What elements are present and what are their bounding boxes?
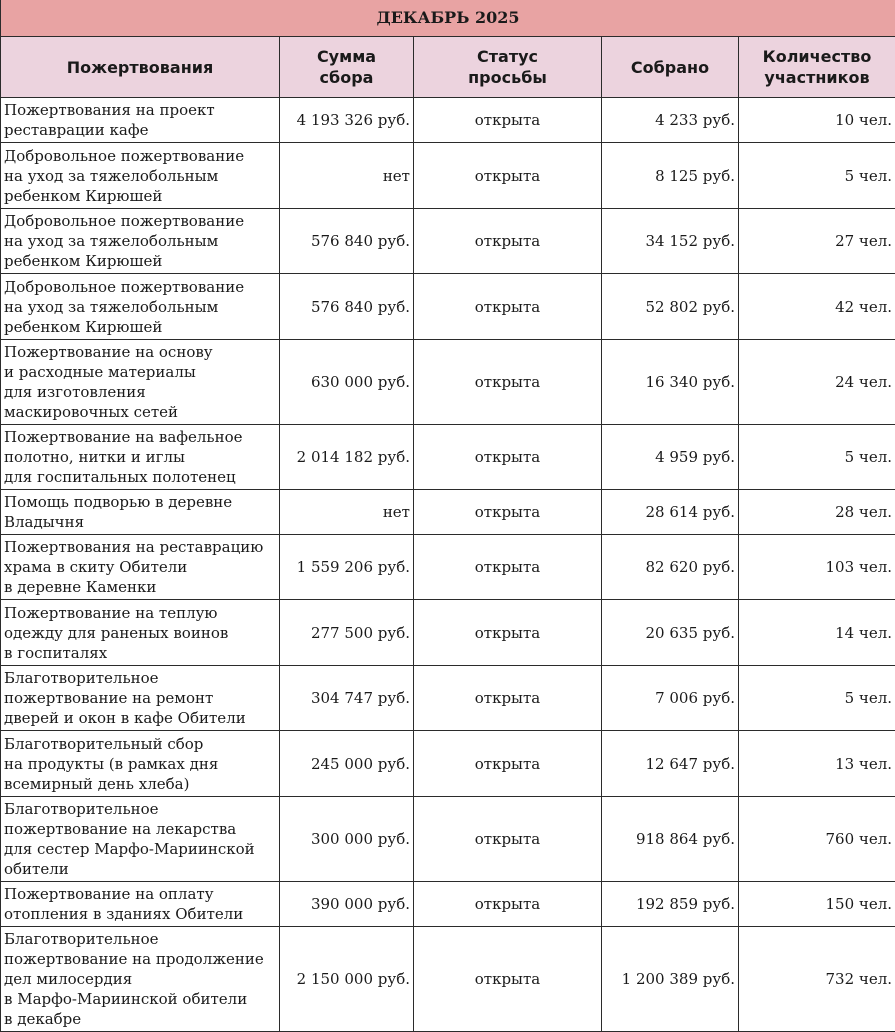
table-row: [1, 143, 895, 209]
cell-name: Пожертвования на проект реставрации кафе: [1, 98, 280, 143]
table-row: [1, 535, 895, 600]
cell-collected: 52 802 руб.: [602, 274, 739, 340]
cell-status: открыта: [414, 425, 602, 490]
cell-participants: 13 чел.: [739, 731, 895, 797]
table-row: [1, 927, 895, 1032]
cell-collected: 20 635 руб.: [602, 600, 739, 666]
cell-collected: 16 340 руб.: [602, 340, 739, 425]
cell-collected: 28 614 руб.: [602, 490, 739, 535]
cell-participants: 14 чел.: [739, 600, 895, 666]
cell-participants: 24 чел.: [739, 340, 895, 425]
cell-participants: 10 чел.: [739, 98, 895, 143]
cell-collected: 12 647 руб.: [602, 731, 739, 797]
cell-status: открыта: [414, 600, 602, 666]
table-row: [1, 340, 895, 425]
cell-name: Благотворительное пожертвование на ремонт дверей и окон в кафе Обители: [1, 666, 280, 731]
cell-amount: нет: [280, 490, 414, 535]
cell-status: открыта: [414, 340, 602, 425]
cell-name: Добровольное пожертвование на уход за тяжелобольным ребенком Кирюшей: [1, 274, 280, 340]
cell-amount: 4 193 326 руб.: [280, 98, 414, 143]
cell-status: открыта: [414, 731, 602, 797]
cell-collected: 192 859 руб.: [602, 882, 739, 927]
cell-participants: 5 чел.: [739, 143, 895, 209]
cell-collected: 918 864 руб.: [602, 797, 739, 882]
table-row: [1, 490, 895, 535]
table-title: ДЕКАБРЬ 2025: [1, 0, 895, 37]
header-participants-text: Количество участников: [763, 47, 872, 87]
cell-name: Добровольное пожертвование на уход за тяжелобольным ребенком Кирюшей: [1, 209, 280, 274]
cell-amount: 2 014 182 руб.: [280, 425, 414, 490]
cell-collected: 34 152 руб.: [602, 209, 739, 274]
header-collected: [602, 37, 739, 98]
header-name-text: Пожертвования: [67, 58, 213, 77]
cell-amount: 1 559 206 руб.: [280, 535, 414, 600]
cell-status: открыта: [414, 882, 602, 927]
header-participants: [739, 37, 895, 98]
table-row: [1, 600, 895, 666]
cell-participants: 27 чел.: [739, 209, 895, 274]
cell-collected: 4 959 руб.: [602, 425, 739, 490]
cell-name: Благотворительный сбор на продукты (в рамках дня всемирный день хлеба): [1, 731, 280, 797]
cell-collected: 82 620 руб.: [602, 535, 739, 600]
cell-name: Благотворительное пожертвование на продолжение дел милосердия в Марфо-Мариинской обители в декабре: [1, 927, 280, 1032]
cell-name: Пожертвование на основу и расходные материалы для изготовления маскировочных сетей: [1, 340, 280, 425]
cell-name: Благотворительное пожертвование на лекарства для сестер Марфо-Мариинской обители: [1, 797, 280, 882]
header-name: [1, 37, 280, 98]
cell-participants: 150 чел.: [739, 882, 895, 927]
cell-collected: 1 200 389 руб.: [602, 927, 739, 1032]
table-row: [1, 209, 895, 274]
cell-participants: 28 чел.: [739, 490, 895, 535]
cell-participants: 5 чел.: [739, 666, 895, 731]
header-amount-text: Сумма сбора: [317, 47, 376, 87]
cell-status: открыта: [414, 535, 602, 600]
header-collected-text: Собрано: [631, 58, 709, 77]
table-row: [1, 797, 895, 882]
cell-collected: 4 233 руб.: [602, 98, 739, 143]
cell-status: открыта: [414, 490, 602, 535]
table-row: [1, 882, 895, 927]
cell-name: Пожертвования на реставрацию храма в скиту Обители в деревне Каменки: [1, 535, 280, 600]
cell-participants: 103 чел.: [739, 535, 895, 600]
cell-collected: 8 125 руб.: [602, 143, 739, 209]
cell-collected: 7 006 руб.: [602, 666, 739, 731]
cell-participants: 5 чел.: [739, 425, 895, 490]
cell-amount: 277 500 руб.: [280, 600, 414, 666]
header-status: [414, 37, 602, 98]
cell-status: открыта: [414, 274, 602, 340]
cell-status: открыта: [414, 209, 602, 274]
table-row: [1, 425, 895, 490]
cell-participants: 732 чел.: [739, 927, 895, 1032]
cell-status: открыта: [414, 98, 602, 143]
cell-name: Пожертвование на вафельное полотно, нитки и иглы для госпитальных полотенец: [1, 425, 280, 490]
cell-name: Пожертвование на теплую одежду для раненых воинов в госпиталях: [1, 600, 280, 666]
cell-amount: 300 000 руб.: [280, 797, 414, 882]
cell-status: открыта: [414, 797, 602, 882]
table-row: [1, 98, 895, 143]
cell-name: Помощь подворью в деревне Владычня: [1, 490, 280, 535]
cell-participants: 42 чел.: [739, 274, 895, 340]
cell-name: Добровольное пожертвование на уход за тяжелобольным ребенком Кирюшей: [1, 143, 280, 209]
cell-amount: 630 000 руб.: [280, 340, 414, 425]
cell-amount: 576 840 руб.: [280, 209, 414, 274]
cell-participants: 760 чел.: [739, 797, 895, 882]
table-row: [1, 666, 895, 731]
cell-amount: 576 840 руб.: [280, 274, 414, 340]
header-row: [1, 37, 895, 98]
cell-amount: 390 000 руб.: [280, 882, 414, 927]
table-body: [1, 98, 895, 1032]
cell-name: Пожертвование на оплату отопления в зданиях Обители: [1, 882, 280, 927]
cell-amount: 245 000 руб.: [280, 731, 414, 797]
header-amount: [280, 37, 414, 98]
cell-amount: 2 150 000 руб.: [280, 927, 414, 1032]
cell-amount: нет: [280, 143, 414, 209]
cell-status: открыта: [414, 927, 602, 1032]
header-status-text: Статус просьбы: [468, 47, 547, 87]
table-row: [1, 731, 895, 797]
cell-amount: 304 747 руб.: [280, 666, 414, 731]
title-row: [1, 0, 895, 37]
cell-status: открыта: [414, 143, 602, 209]
cell-status: открыта: [414, 666, 602, 731]
table-row: [1, 274, 895, 340]
